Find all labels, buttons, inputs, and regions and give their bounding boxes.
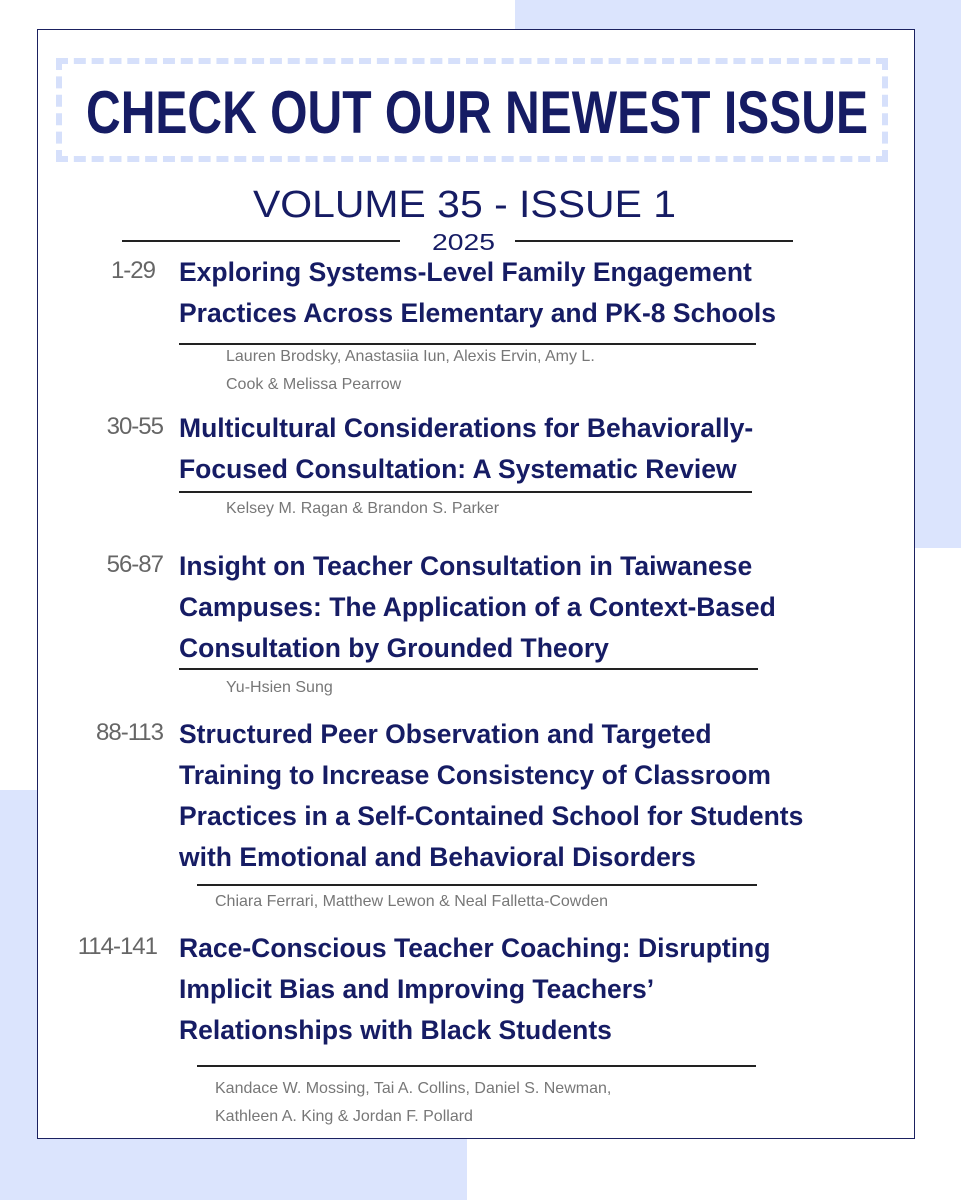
article-authors: Lauren Brodsky, Anastasiia Iun, Alexis Ervin, Amy L. Cook & Melissa Pearrow (226, 348, 595, 393)
article-title[interactable]: Multicultural Considerations for Behaviorally- Focused Consultation: A Systematic Review (179, 413, 754, 484)
article-pages: 114-141 (77, 933, 157, 960)
article-divider (197, 884, 757, 886)
article-authors: Kandace W. Mossing, Tai A. Collins, Daniel S. Newman, Kathleen A. King & Jordan F. Pollard (215, 1080, 612, 1125)
headline: CHECK OUT OUR NEWEST ISSUE (86, 79, 868, 146)
volume-issue: VOLUME 35 - ISSUE 1 (253, 184, 676, 226)
article-title[interactable]: Insight on Teacher Consultation in Taiwanese Campuses: The Application of a Context-Based Consultation by Grounded Theory (179, 551, 776, 663)
article-title[interactable]: Exploring Systems-Level Family Engagement Practices Across Elementary and PK-8 Schools (179, 257, 776, 328)
header-svg (0, 0, 961, 260)
article-authors: Kelsey M. Ragan & Brandon S. Parker (226, 500, 500, 517)
article-divider (179, 668, 758, 670)
year-rule-left (122, 240, 400, 242)
article-authors: Yu-Hsien Sung (226, 679, 333, 696)
article-divider (197, 1065, 756, 1067)
year: 2025 (432, 229, 495, 255)
year-rule-right (515, 240, 793, 242)
article-title[interactable]: Race-Conscious Teacher Coaching: Disrupting Implicit Bias and Improving Teachers’ Relationships with Black Students (179, 933, 771, 1045)
article-pages: 1-29 (110, 257, 155, 284)
article-pages: 30-55 (106, 413, 163, 440)
article-authors: Chiara Ferrari, Matthew Lewon & Neal Falletta-Cowden (215, 893, 609, 910)
article-divider (179, 491, 752, 493)
article-pages: 88-113 (96, 719, 163, 746)
article-pages: 56-87 (106, 551, 163, 578)
article-title[interactable]: Structured Peer Observation and Targeted Training to Increase Consistency of Classroom Practices in a Self-Contained School for Students with Emotional and Behavioral Disorders (179, 719, 804, 872)
